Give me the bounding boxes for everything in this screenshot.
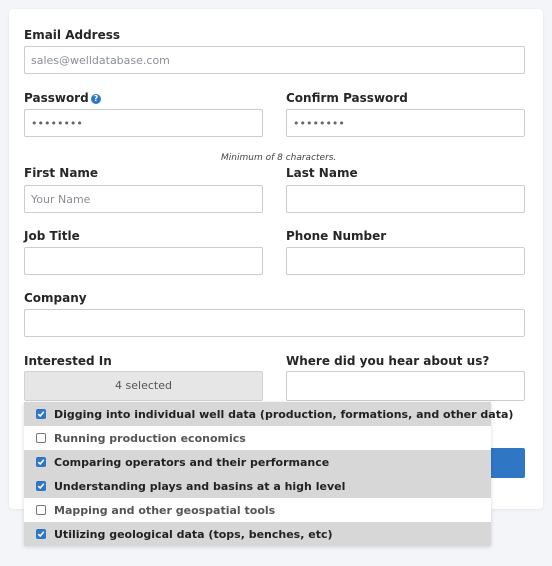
- checkbox-icon[interactable]: [36, 433, 46, 443]
- option-label: Running production economics: [54, 431, 246, 445]
- checkbox-icon[interactable]: [36, 409, 46, 419]
- last-name-input[interactable]: [286, 185, 525, 213]
- option-label: Mapping and other geospatial tools: [54, 503, 276, 517]
- option-label: Comparing operators and their performance: [54, 455, 330, 469]
- option-label: Utilizing geological data (tops, benches, etc): [54, 527, 333, 541]
- option-production-economics[interactable]: [24, 426, 491, 450]
- interested-in-select[interactable]: 4 selected: [24, 371, 263, 401]
- option-label: Digging into individual well data (production, formations, and other data): [54, 407, 514, 421]
- phone-label: Phone Number: [286, 229, 387, 243]
- checkbox-icon[interactable]: [36, 505, 46, 515]
- phone-input[interactable]: [286, 247, 525, 275]
- checkbox-icon[interactable]: [36, 481, 46, 491]
- password-label: Password: [24, 91, 89, 105]
- password-input[interactable]: [24, 109, 263, 137]
- email-input[interactable]: [24, 46, 525, 74]
- last-name-label: Last Name: [286, 166, 358, 180]
- checkbox-icon[interactable]: [36, 529, 46, 539]
- email-label: Email Address: [24, 28, 121, 42]
- job-title-label: Job Title: [24, 229, 80, 243]
- confirm-password-label: Confirm Password: [286, 91, 408, 105]
- interested-in-dropdown: [24, 402, 514, 546]
- company-label: Company: [24, 291, 87, 305]
- hear-about-label: Where did you hear about us?: [286, 354, 490, 368]
- company-input[interactable]: [24, 309, 525, 337]
- password-hint: Minimum of 8 characters.: [221, 153, 337, 163]
- interested-in-label: Interested In: [24, 354, 112, 368]
- option-label: Understanding plays and basins at a high level: [54, 479, 346, 493]
- confirm-password-input[interactable]: [286, 109, 525, 137]
- question-icon[interactable]: ?: [91, 94, 101, 104]
- first-name-input[interactable]: [24, 185, 263, 213]
- job-title-input[interactable]: [24, 247, 263, 275]
- option-geological-data[interactable]: [24, 522, 491, 546]
- option-plays-and-basins[interactable]: [24, 474, 491, 498]
- first-name-label: First Name: [24, 166, 99, 180]
- option-mapping-tools[interactable]: [24, 498, 491, 522]
- option-well-data[interactable]: [24, 402, 514, 426]
- checkbox-icon[interactable]: [36, 457, 46, 467]
- option-comparing-operators[interactable]: [24, 450, 491, 474]
- hear-about-input[interactable]: [286, 371, 525, 401]
